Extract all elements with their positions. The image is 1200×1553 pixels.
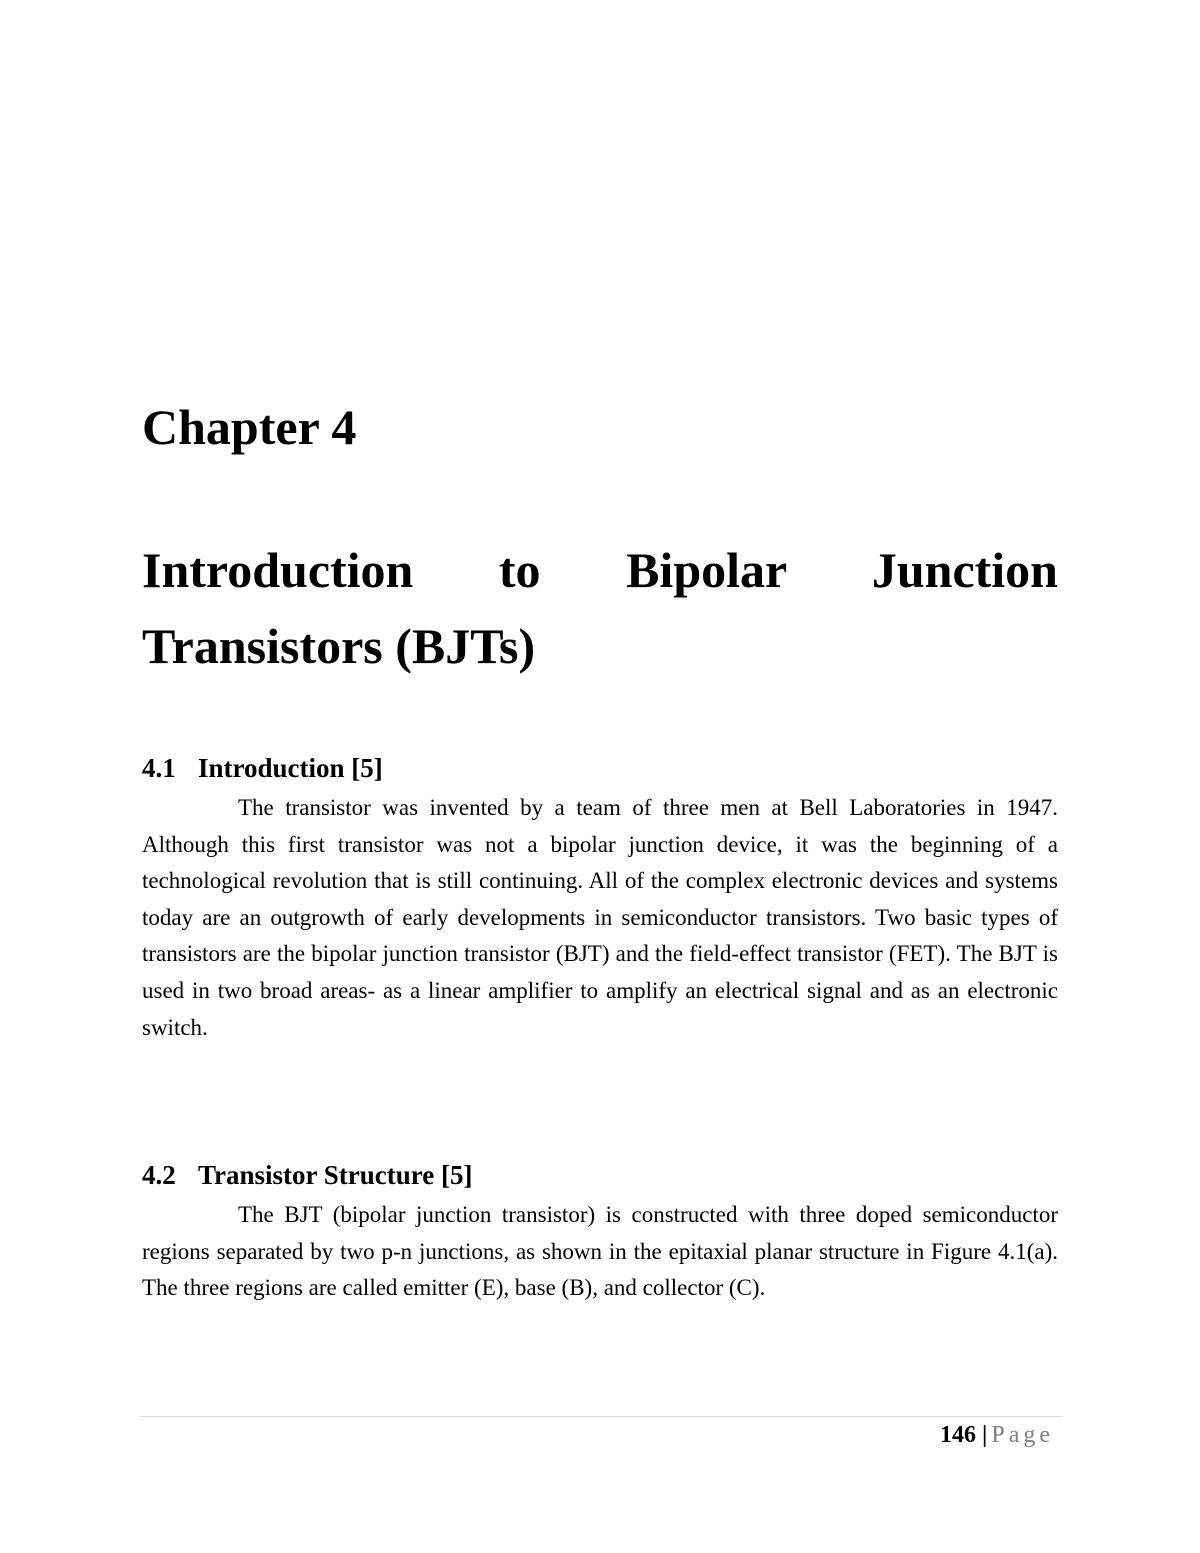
section-title: Introduction [5] bbox=[198, 753, 383, 783]
footer-separator: | bbox=[982, 1422, 988, 1448]
section-body-transistor-structure: The BJT (bipolar junction transistor) is constructed with three doped semiconductor regions separated by two p-n junctions, as shown in the epitaxial planar structure in Figure 4.1(a). The three regions are called emitter (E), base (B), and collector (C). bbox=[142, 1202, 1058, 1301]
footer-divider bbox=[140, 1416, 1062, 1417]
page-number: 146 bbox=[940, 1422, 977, 1448]
section-title: Transistor Structure [5] bbox=[198, 1160, 473, 1190]
section-body-introduction: The transistor was invented by a team of three men at Bell Laboratories in 1947. Although this first transistor was not a bipolar junction device, it was the beginning of a technological revolution that is still continuing. All of the complex electronic devices and systems today are an outgrowth of early developments in semiconductor transistors. Two basic types of transistors are the bipolar junction transistor (BJT) and the field-effect transistor (FET). The BJT is used in two broad areas- as a linear amplifier to amplify an electrical signal and as an electronic switch. bbox=[142, 795, 1058, 1040]
section-number: 4.2 bbox=[142, 1160, 176, 1190]
chapter-title: Introduction to Bipolar Junction Transistors (BJTs) bbox=[142, 542, 1058, 674]
chapter-label: Chapter 4 bbox=[142, 399, 357, 455]
page-footer bbox=[940, 1421, 1054, 1450]
section-heading-introduction bbox=[142, 752, 383, 784]
page-word: Page bbox=[991, 1422, 1054, 1448]
section-number: 4.1 bbox=[142, 753, 176, 783]
section-heading-transistor-structure bbox=[142, 1159, 472, 1191]
